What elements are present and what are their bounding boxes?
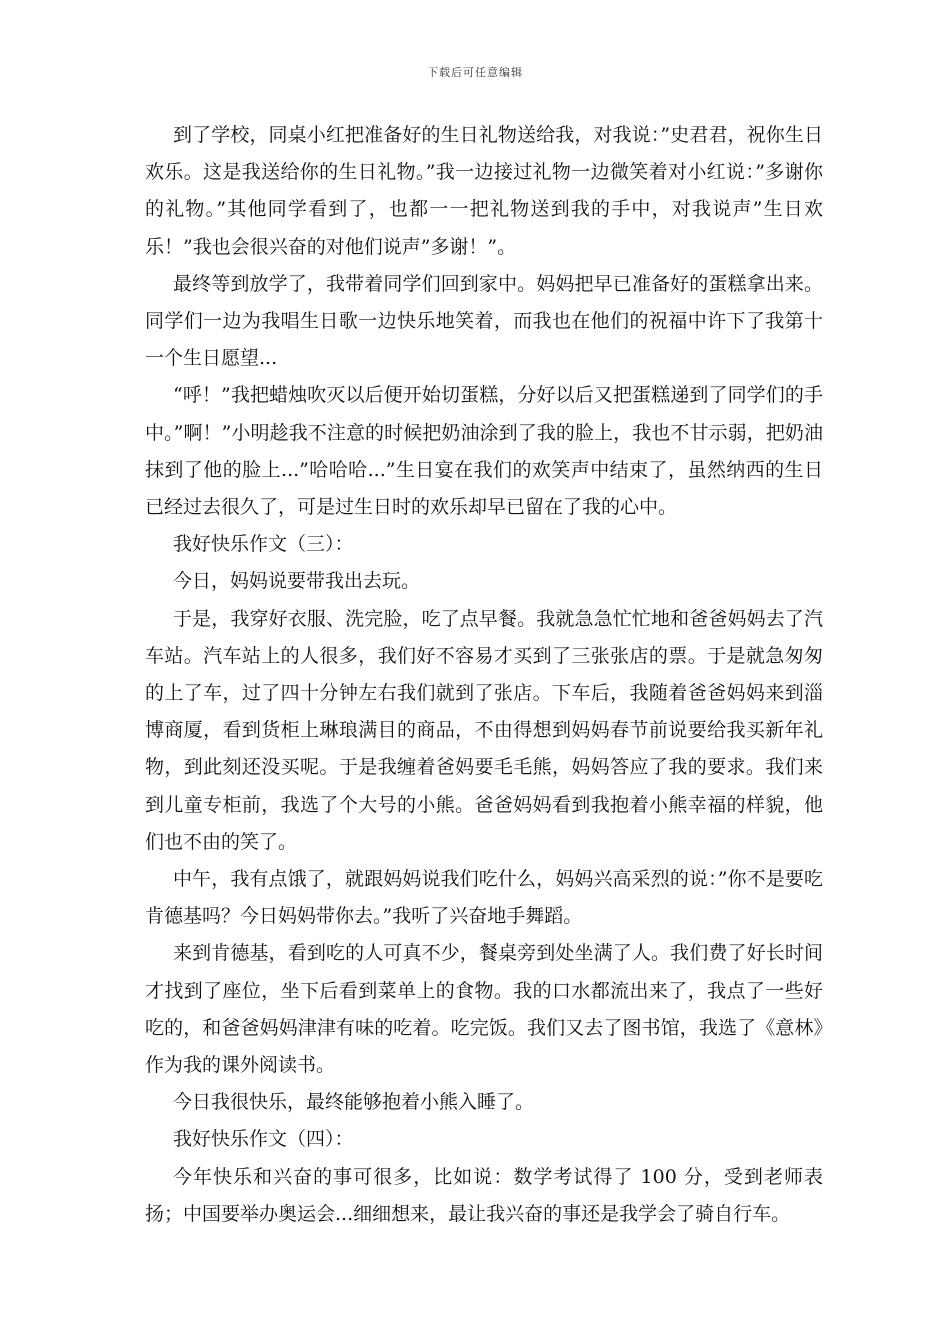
- page-header-note: 下载后可任意编辑: [427, 66, 523, 79]
- section-heading-3: 我好快乐作文（三）：: [173, 533, 354, 556]
- paragraph-kfc: 来到肯德基，看到吃的人可真不少，餐桌旁到处坐满了人。我们费了好长时间才找到了座位，坐下后看到菜单上的食物。我的口水都流出来了，我点了一些好吃的，和爸爸妈妈津津有味的吃着。吃完饭。我们又去了图书馆，我选了《意林》作为我的课外阅读书。: [145, 942, 823, 1077]
- section-heading-4: 我好快乐作文（四）：: [173, 1128, 354, 1151]
- paragraph-shopping: 于是，我穿好衣服、洗完脸，吃了点早餐。我就急急忙忙地和爸爸妈妈去了汽车站。汽车站上的人很多，我们好不容易才买到了三张张店的票。于是就急匆匆的上了车，过了四十分钟左右我们就到了张店。下车后，我随着爸爸妈妈来到淄博商厦，看到货柜上琳琅满目的商品，不由得想到妈妈春节前说要给我买新年礼物，到此刻还没买呢。于是我缠着爸妈要毛毛熊，妈妈答应了我的要求。我们来到儿童专柜前，我选了个大号的小熊。爸爸妈妈看到我抱着小熊幸福的样貌，他们也不由的笑了。: [145, 607, 823, 853]
- essay-body: [145, 117, 823, 1233]
- paragraph-this-year: 今年快乐和兴奋的事可很多，比如说：数学考试得了 100 分，受到老师表扬；中国要举办奥运会...细细想来，最让我兴奋的事还是我学会了骑自行车。: [145, 1165, 823, 1225]
- paragraph-today: 今日，妈妈说要带我出去玩。: [173, 570, 421, 593]
- paragraph-birthday-school: 到了学校，同桌小红把准备好的生日礼物送给我，对我说：”史君君，祝你生日欢乐。这是我送给你的生日礼物。”我一边接过礼物一边微笑着对小红说：”多谢你的礼物。”其他同学看到了，也都一一把礼物送到我的手中，对我说声”生日欢乐！”我也会很兴奋的对他们说声”多谢！”。: [145, 124, 823, 258]
- paragraph-cake: “呼！”我把蜡烛吹灭以后便开始切蛋糕，分好以后又把蛋糕递到了同学们的手中。”啊！”小明趁我不注意的时候把奶油涂到了我的脸上，我也不甘示弱，把奶油抹到了他的脸上...”哈哈哈...”生日宴在我们的欢笑声中结束了，虽然纳西的生日已经过去很久了，可是过生日时的欢乐却早已留在了我的心中。: [145, 384, 823, 519]
- paragraph-after-school: 最终等到放学了，我带着同学们回到家中。妈妈把早已准备好的蛋糕拿出来。同学们一边为我唱生日歌一边快乐地笑着，而我也在他们的祝福中许下了我第十一个生日愿望...: [145, 272, 823, 370]
- paragraph-noon: 中午，我有点饿了，就跟妈妈说我们吃什么，妈妈兴高采烈的说：”你不是要吃肯德基吗？今日妈妈带你去。”我听了兴奋地手舞蹈。: [145, 868, 823, 928]
- paragraph-happy-sleep: 今日我很快乐，最终能够抱着小熊入睡了。: [173, 1091, 535, 1114]
